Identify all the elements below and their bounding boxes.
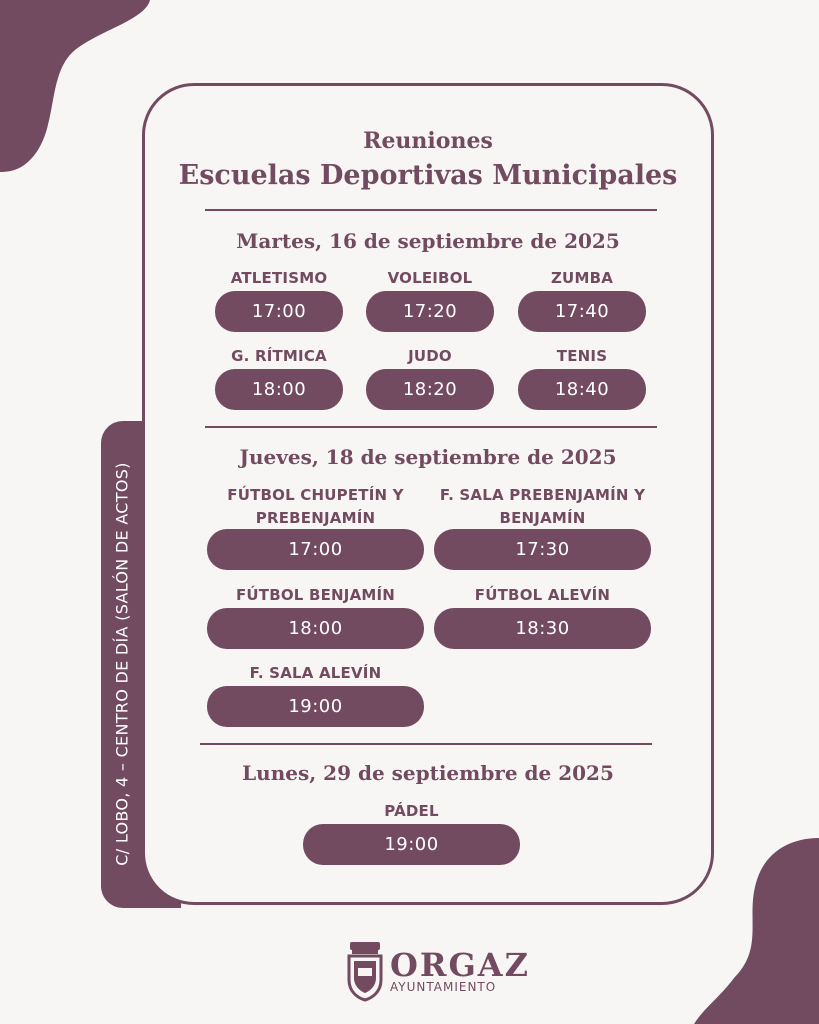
activity-label: PÁDEL [384, 802, 439, 820]
activity-label: ATLETISMO [230, 269, 328, 287]
logo-subtitle: AYUNTAMIENTO [390, 980, 497, 994]
time-pill: 18:20 [366, 369, 494, 410]
activity-label: F. SALA PREBENJAMÍN Y BENJAMÍN [439, 486, 646, 527]
activity-label: FÚTBOL BENJAMÍN [235, 586, 396, 604]
top-left-blob [0, 0, 150, 175]
section-date-lunes: Lunes, 29 de septiembre de 2025 [242, 761, 614, 785]
header-subtitle: Escuelas Deportivas Municipales [178, 160, 678, 191]
activity-label: F. SALA ALEVÍN [249, 664, 382, 682]
time-pill: 18:00 [215, 369, 343, 410]
header-divider [205, 209, 657, 211]
time-pill: 17:00 [207, 529, 424, 570]
bottom-right-blob [694, 838, 819, 1024]
activity-label: FÚTBOL ALEVÍN [474, 586, 611, 604]
activity-label: VOLEIBOL [387, 269, 473, 287]
activity-label: G. RÍTMICA [231, 347, 327, 365]
section-divider [200, 743, 652, 745]
time-pill: 17:00 [215, 291, 343, 332]
section-date-jueves: Jueves, 18 de septiembre de 2025 [239, 445, 617, 469]
section-date-martes: Martes, 16 de septiembre de 2025 [236, 229, 620, 253]
header-title: Reuniones [363, 128, 493, 154]
time-pill: 18:00 [207, 608, 424, 649]
address-label: C/ LOBO, 4 – CENTRO DE DÍA (SALÓN DE ACTOS) [112, 462, 132, 866]
activity-label: ZUMBA [550, 269, 614, 287]
logo-name: ORGAZ [390, 946, 530, 984]
time-pill: 18:30 [434, 608, 651, 649]
activity-label: FÚTBOL CHUPETÍN Y PREBENJAMÍN [227, 486, 404, 527]
time-pill: 18:40 [518, 369, 646, 410]
time-pill: 17:30 [434, 529, 651, 570]
activity-label: JUDO [408, 347, 452, 365]
time-pill: 19:00 [303, 824, 520, 865]
coat-of-arms-icon [346, 940, 384, 1002]
section-divider [205, 426, 657, 428]
time-pill: 19:00 [207, 686, 424, 727]
activity-label: TENIS [556, 347, 608, 365]
time-pill: 17:40 [518, 291, 646, 332]
time-pill: 17:20 [366, 291, 494, 332]
